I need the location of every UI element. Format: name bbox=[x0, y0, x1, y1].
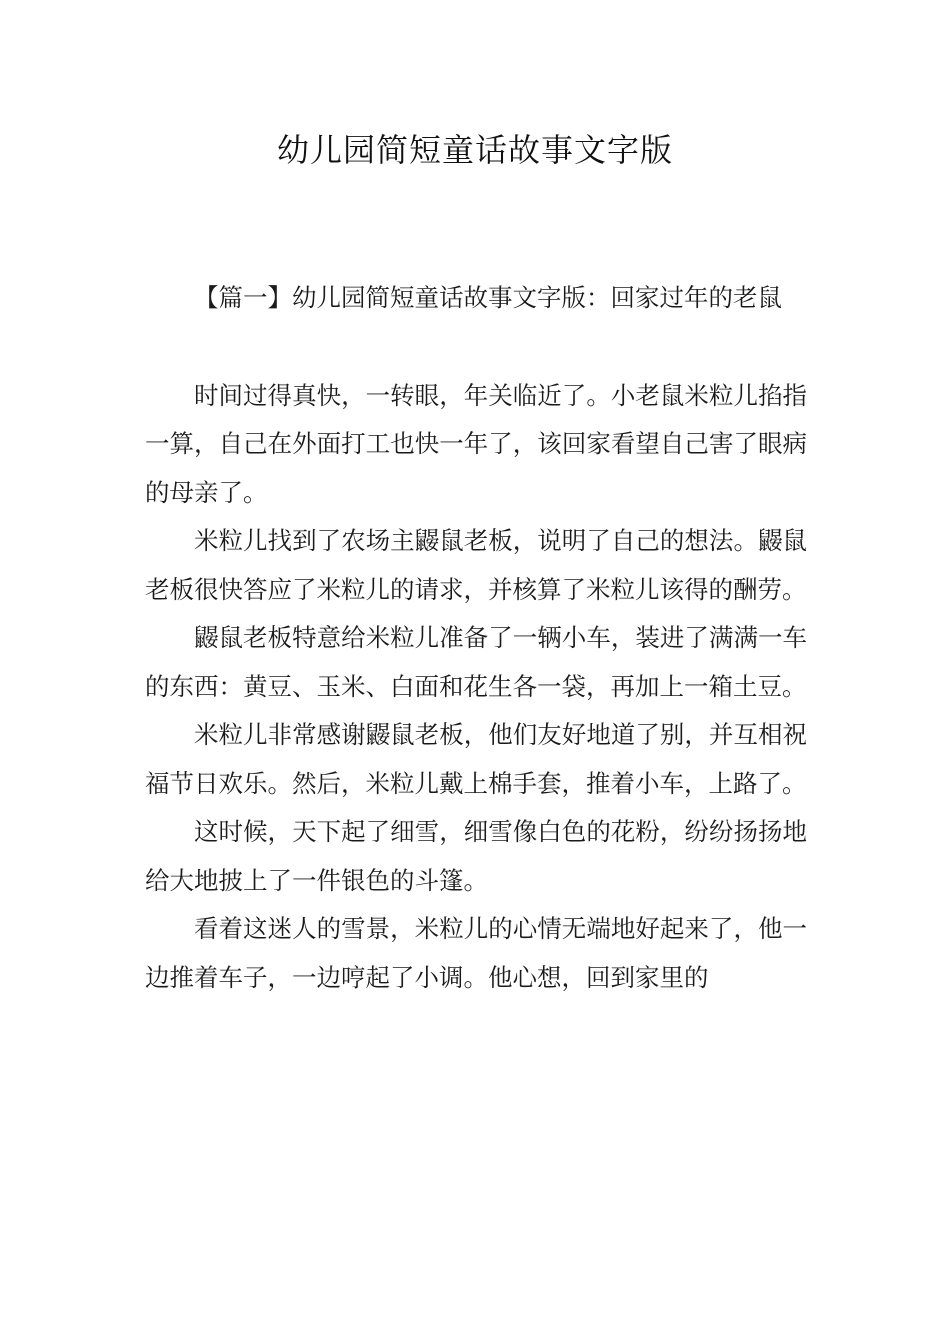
chapter-heading: 【篇一】幼儿园简短童话故事文字版：回家过年的老鼠 bbox=[194, 283, 782, 312]
paragraph: 米粒儿找到了农场主鼹鼠老板，说明了自己的想法。鼹鼠老板很快答应了米粒儿的请求，并核算了米粒儿该得的酬劳。 bbox=[145, 526, 807, 604]
paragraph: 米粒儿非常感谢鼹鼠老板，他们友好地道了别，并互相祝福节日欢乐。然后，米粒儿戴上棉手套，推着小车，上路了。 bbox=[145, 720, 807, 798]
paragraph: 这时候，天下起了细雪，细雪像白色的花粉，纷纷扬扬地给大地披上了一件银色的斗篷。 bbox=[145, 817, 807, 895]
paragraph: 鼹鼠老板特意给米粒儿准备了一辆小车，装进了满满一车的东西：黄豆、玉米、白面和花生各一袋，再加上一箱土豆。 bbox=[145, 623, 807, 701]
document-body bbox=[145, 274, 807, 1002]
paragraph: 看着这迷人的雪景，米粒儿的心情无端地好起来了，他一边推着车子，一边哼起了小调。他心想，回到家里的 bbox=[145, 914, 807, 992]
document-title: 幼儿园简短童话故事文字版 bbox=[276, 131, 673, 169]
paragraph: 时间过得真快，一转眼，年关临近了。小老鼠米粒儿掐指一算，自己在外面打工也快一年了，该回家看望自己害了眼病的母亲了。 bbox=[145, 380, 807, 507]
